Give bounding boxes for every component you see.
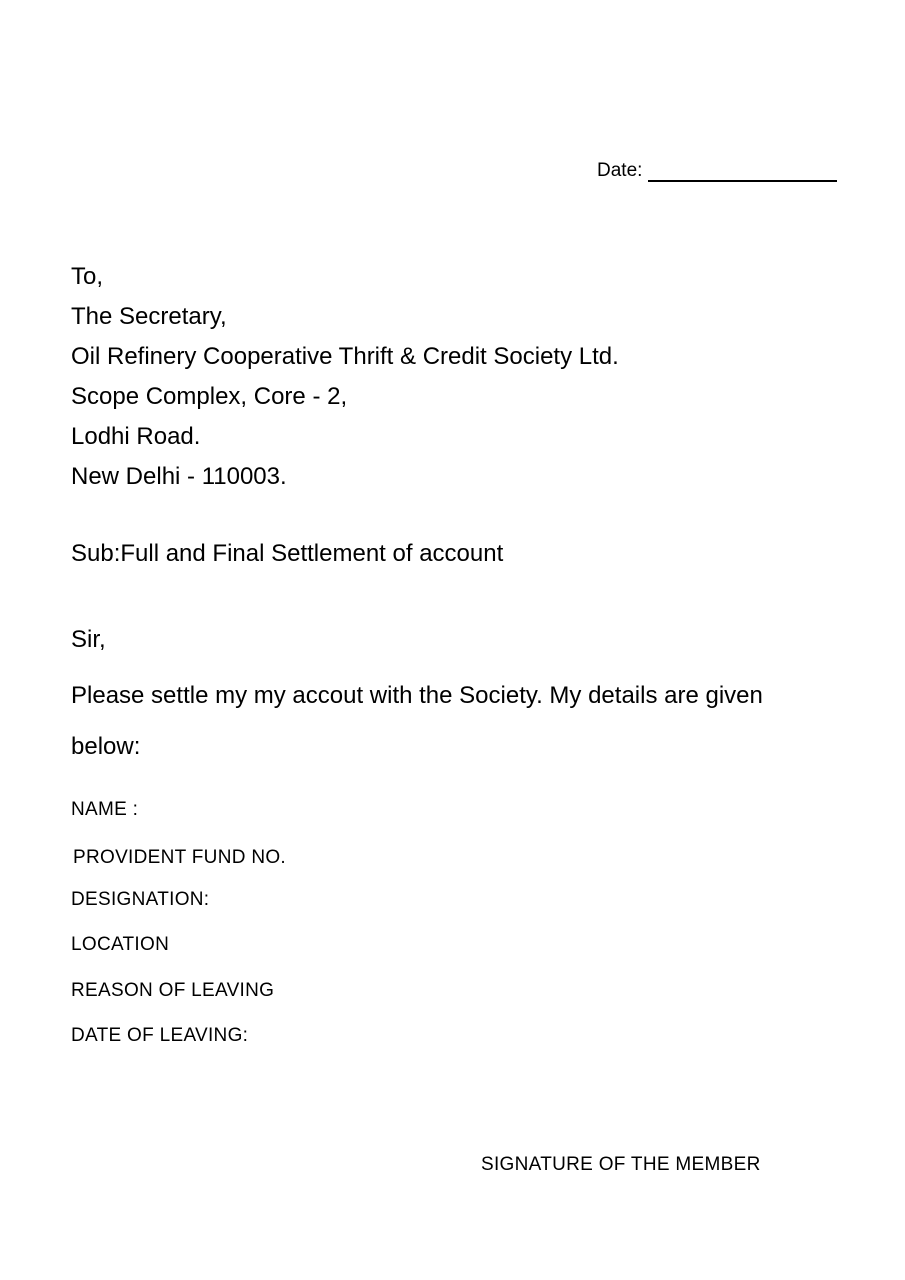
date-label: Date:	[597, 160, 643, 181]
addressee-organization: Oil Refinery Cooperative Thrift & Credit Society Ltd.	[71, 343, 619, 370]
subject-line: Sub:Full and Final Settlement of account	[71, 540, 504, 567]
field-designation: DESIGNATION:	[71, 889, 210, 910]
field-location: LOCATION	[71, 934, 170, 955]
addressee-road: Lodhi Road.	[71, 423, 201, 450]
field-reason-of-leaving: REASON OF LEAVING	[71, 980, 275, 1001]
addressee-city: New Delhi - 110003.	[71, 463, 287, 490]
addressee-street: Scope Complex, Core - 2,	[71, 383, 348, 410]
field-date-of-leaving: DATE OF LEAVING:	[71, 1025, 249, 1046]
addressee-to: To,	[71, 263, 104, 290]
field-provident-fund-no: PROVIDENT FUND NO.	[73, 847, 287, 868]
addressee-title: The Secretary,	[71, 303, 227, 330]
date-blank-line	[648, 180, 837, 182]
field-name: NAME :	[71, 799, 139, 820]
signature-label: SIGNATURE OF THE MEMBER	[481, 1154, 761, 1175]
body-paragraph: Please settle my my accout with the Society. My details are given below:	[71, 682, 763, 760]
salutation: Sir,	[71, 626, 106, 653]
